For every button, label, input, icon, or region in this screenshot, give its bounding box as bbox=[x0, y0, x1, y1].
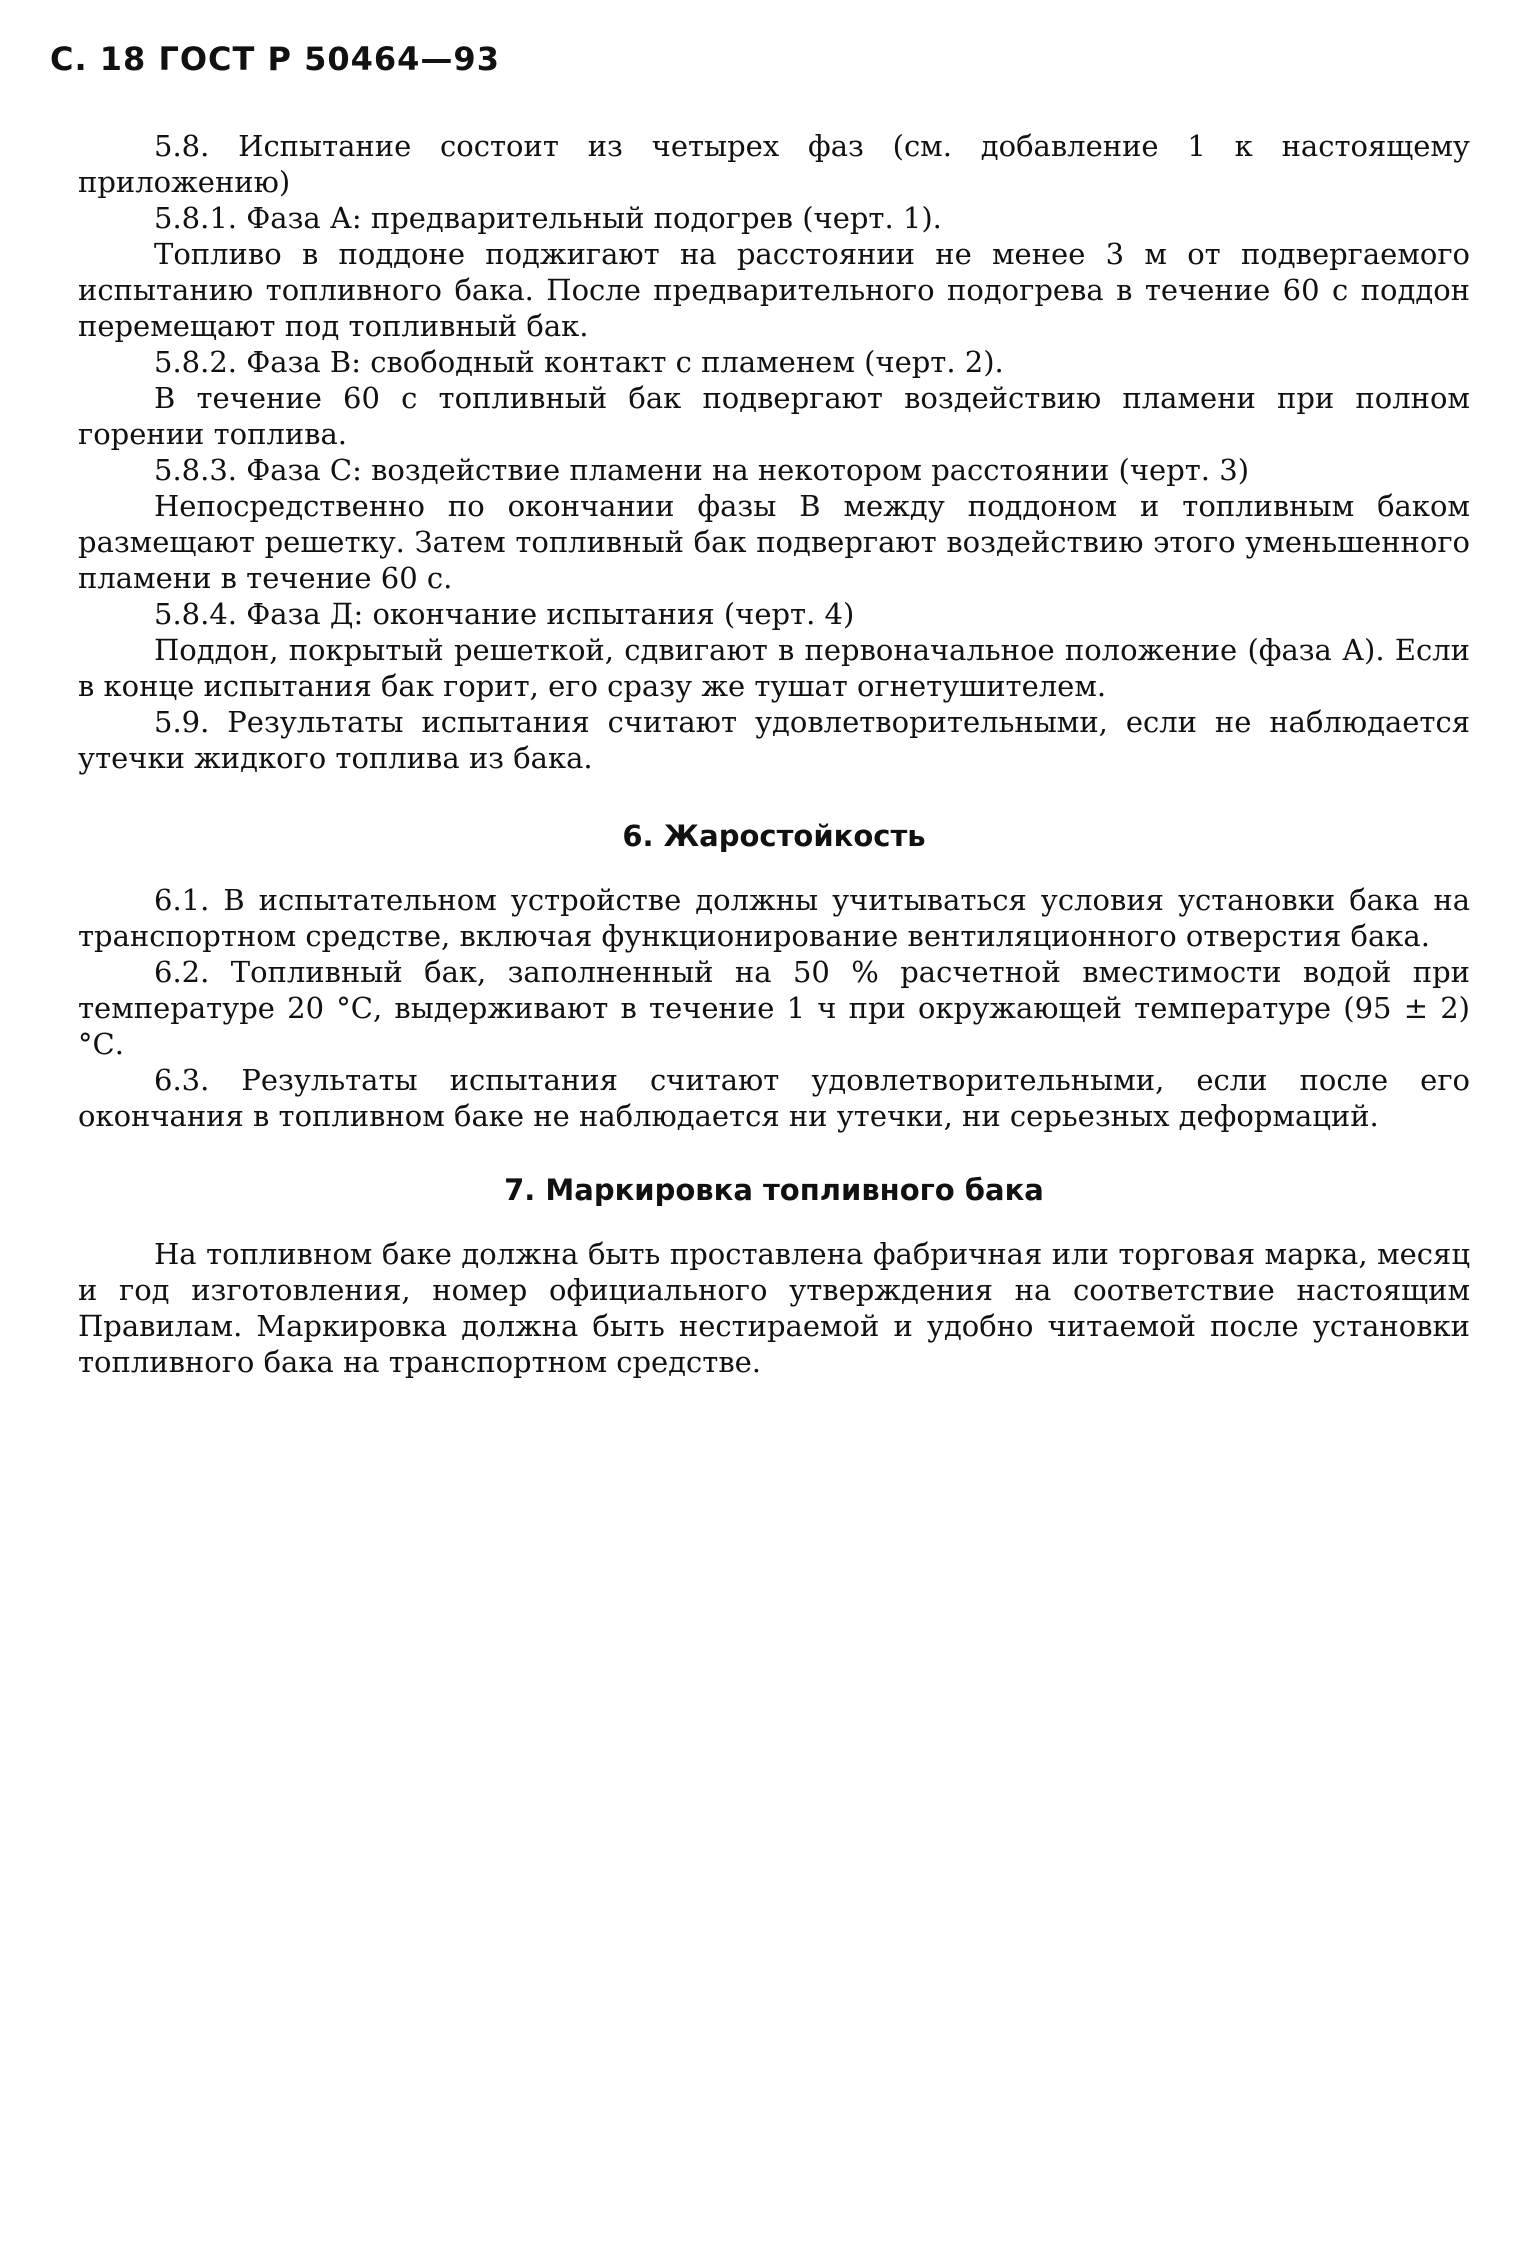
paragraph-5-8-1: 5.8.1. Фаза А: предварительный подогрев (черт. 1). bbox=[154, 201, 942, 235]
paragraph-7: На топливном баке должна быть проставлена фабричная или торговая марка, месяц и год изготовления, номер официального утверждения на соответствие настоящим Правилам. Маркировка должна быть нестираемой и удобно читаемой после установки топливного бака на транспортном средстве. bbox=[78, 1237, 1470, 1379]
document-body bbox=[78, 128, 1470, 1380]
paragraph-6-1: 6.1. В испытательном устройстве должны учитываться условия установки бака на транспортном средстве, включая функционирование вентиляционного отверстия бака. bbox=[78, 883, 1470, 953]
paragraph-5-8: 5.8. Испытание состоит из четырех фаз (см. добавление 1 к настоящему приложению) bbox=[78, 129, 1470, 199]
paragraph-6-2: 6.2. Топливный бак, заполненный на 50 % расчетной вместимости водой при температуре 20 °С, выдерживают в течение 1 ч при окружающей температуре (95 ± 2) °С. bbox=[78, 955, 1470, 1061]
paragraph-5-8-4: 5.8.4. Фаза Д: окончание испытания (черт. 4) bbox=[154, 597, 855, 631]
paragraph-5-9: 5.9. Результаты испытания считают удовлетворительными, если не наблюдается утечки жидкого топлива из бака. bbox=[78, 705, 1470, 775]
paragraph-5-8-3-text: Непосредственно по окончании фазы В между поддоном и топливным баком размещают решетку. Затем топливный бак подвергают воздействию этого уменьшенного пламени в течение 60 с. bbox=[78, 489, 1470, 595]
paragraph-5-8-3: 5.8.3. Фаза С: воздействие пламени на некотором расстоянии (черт. 3) bbox=[154, 453, 1250, 487]
section-6-title: 6. Жаростойкость bbox=[622, 819, 926, 853]
paragraph-5-8-2-text: В течение 60 с топливный бак подвергают воздействию пламени при полном горении топлива. bbox=[78, 381, 1470, 451]
paragraph-6-3: 6.3. Результаты испытания считают удовлетворительными, если после его окончания в топливном баке не наблюдается ни утечки, ни серьезных деформаций. bbox=[78, 1063, 1470, 1133]
page-header: С. 18 ГОСТ Р 50464—93 bbox=[50, 40, 500, 78]
section-7-title: 7. Маркировка топливного бака bbox=[504, 1173, 1044, 1207]
paragraph-5-8-2: 5.8.2. Фаза В: свободный контакт с пламенем (черт. 2). bbox=[154, 345, 1004, 379]
paragraph-5-8-4-text: Поддон, покрытый решеткой, сдвигают в первоначальное положение (фаза А). Если в конце испытания бак горит, его сразу же тушат огнетушителем. bbox=[78, 633, 1470, 703]
paragraph-5-8-1-text: Топливо в поддоне поджигают на расстоянии не менее 3 м от подвергаемого испытанию топливного бака. После предварительного подогрева в течение 60 с поддон перемещают под топливный бак. bbox=[78, 237, 1470, 343]
